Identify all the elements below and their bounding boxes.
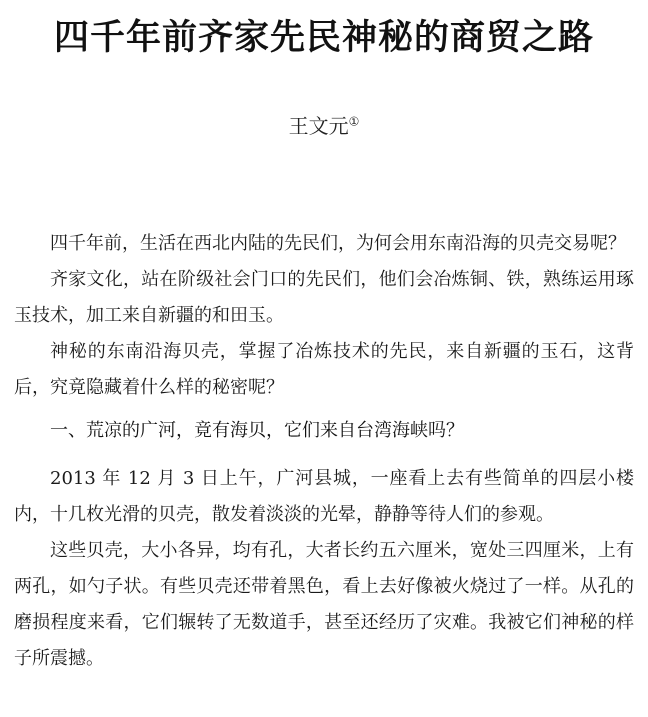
article-body [14, 226, 634, 677]
intro-paragraph-3: 神秘的东南沿海贝壳，掌握了冶炼技术的先民，来自新疆的玉石，这背后，究竟隐藏着什么样的秘密呢？ [14, 341, 634, 398]
article-title: 四千年前齐家先民神秘的商贸之路 [53, 18, 594, 58]
author-footnote-mark[interactable]: ① [348, 114, 360, 129]
section-paragraph-2: 这些贝壳，大小各异，均有孔，大者长约五六厘米，宽处三四厘米，上有两孔，如勺子状。有些贝壳还带着黑色，看上去好像被火烧过了一样。从孔的磨损程度来看，它们辗转了无数道手，甚至还经历了灾难。我被它们神秘的样子所震撼。 [14, 540, 634, 669]
article-author [0, 112, 648, 140]
author-name: 王文元 [288, 114, 349, 138]
section-heading: 一、荒凉的广河，竟有海贝，它们来自台湾海峡吗？ [50, 420, 464, 441]
intro-paragraph-2: 齐家文化，站在阶级社会门口的先民们，他们会冶炼铜、铁，熟练运用琢玉技术，加工来自新疆的和田玉。 [14, 269, 634, 326]
section-paragraph-1: 2013 年 12 月 3 日上午，广河县城，一座看上去有些简单的四层小楼内，十几枚光滑的贝壳，散发着淡淡的光晕，静静等待人们的参观。 [14, 468, 634, 525]
intro-paragraph-1: 四千年前，生活在西北内陆的先民们，为何会用东南沿海的贝壳交易呢？ [50, 233, 626, 254]
